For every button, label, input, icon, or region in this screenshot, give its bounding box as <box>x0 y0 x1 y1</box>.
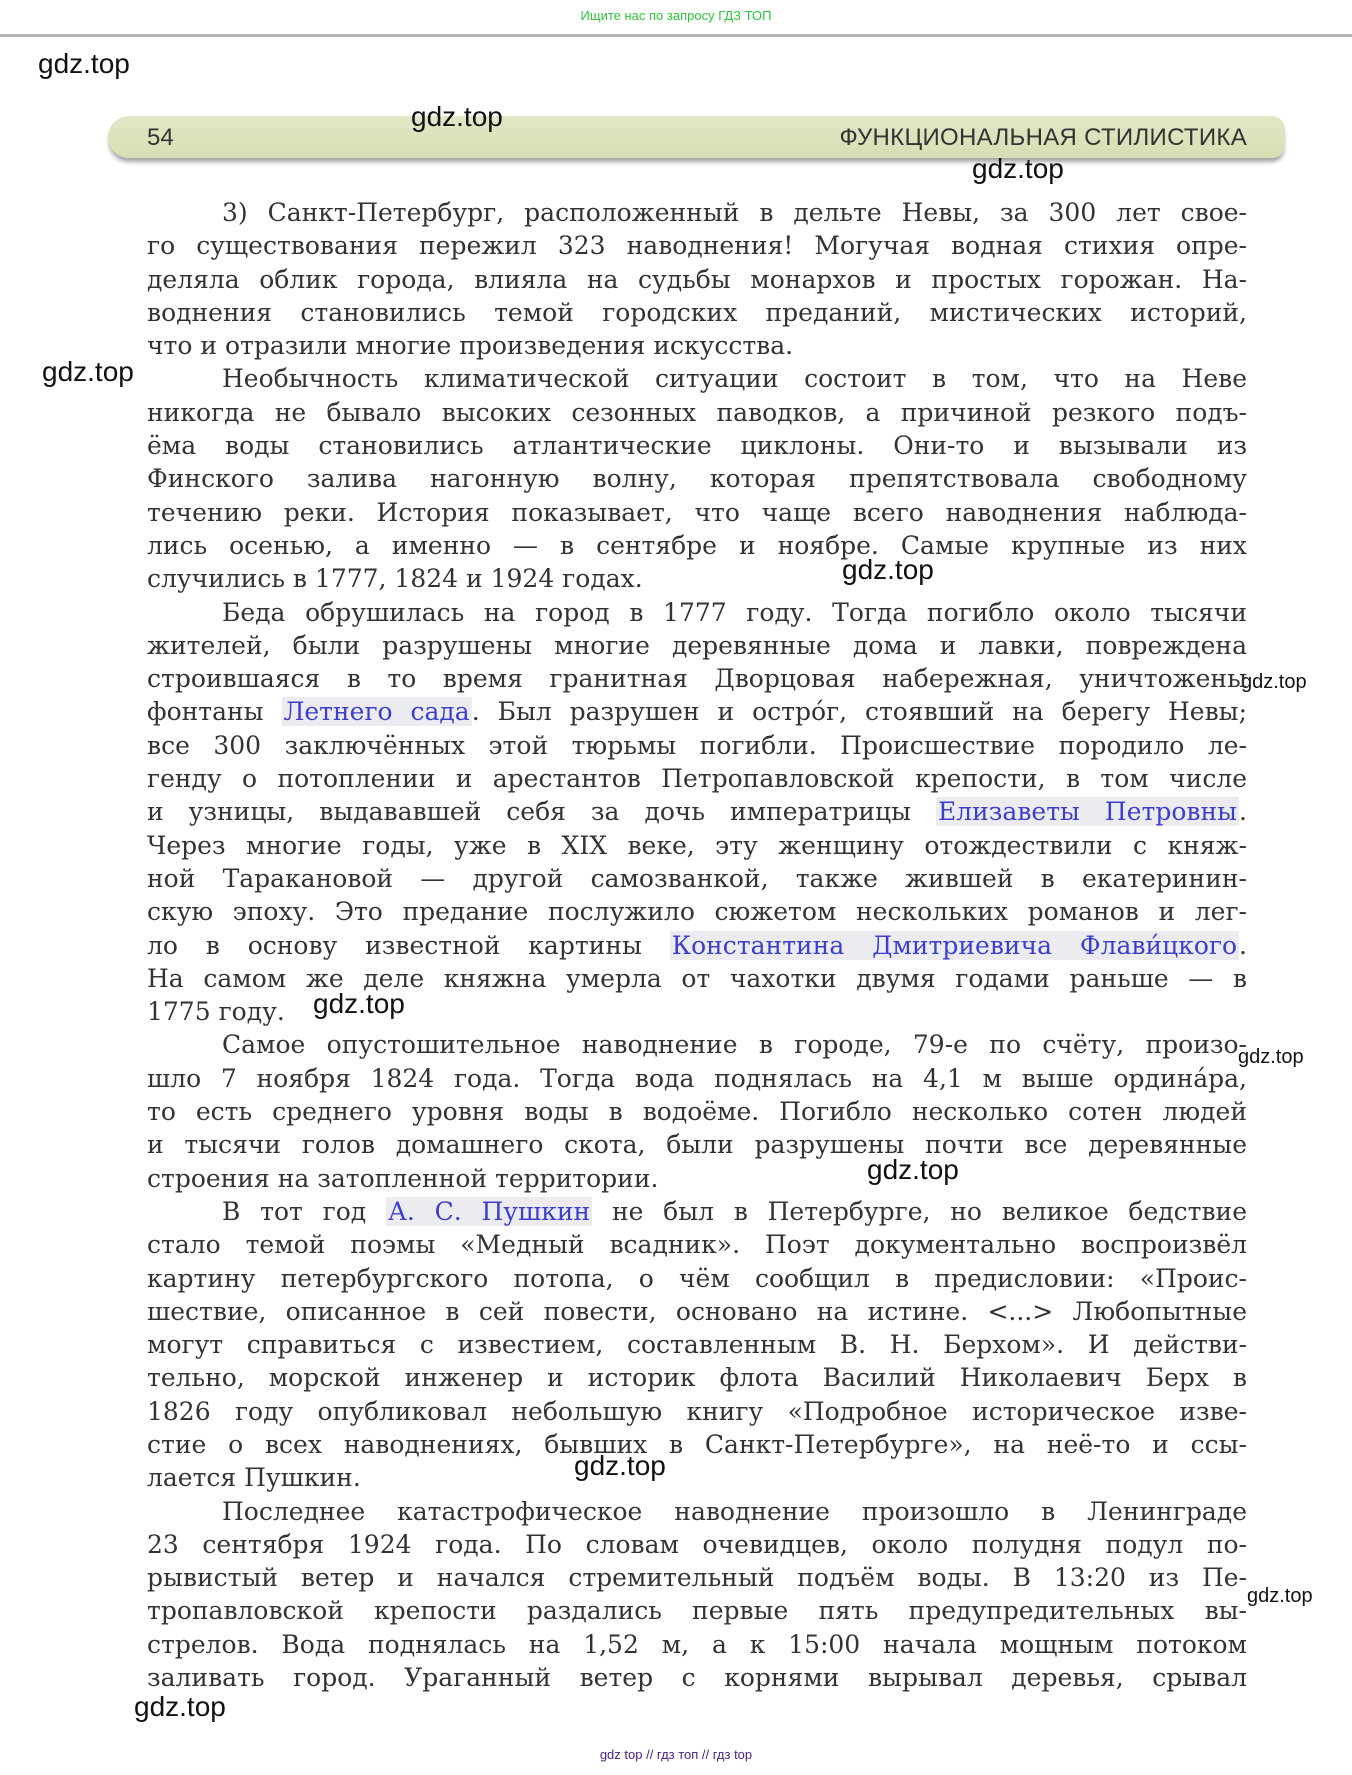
text-span: случились в 1777, 1824 и 1924 годах. <box>147 564 643 594</box>
text-span: В тот год <box>222 1196 386 1226</box>
text-span: могут справиться с известием, составленным В. Н. Берхом». И действи- <box>147 1330 1247 1360</box>
text-span: все 300 заключённых этой тюрьмы погибли. Происшествие породило ле- <box>147 730 1247 760</box>
text-line <box>147 729 1247 762</box>
page-header <box>108 116 1285 158</box>
text-span: Необычность климатической ситуации состоит в том, что на Неве <box>222 364 1247 394</box>
text-span: . Был разрушен и остро́г, стоявший на берегу Невы; <box>471 697 1247 727</box>
watermark: gdz.top <box>842 554 934 585</box>
text-span: Через многие годы, уже в XIX веке, эту женщину отождествили с княж- <box>147 830 1247 860</box>
watermark: gdz.top <box>411 101 503 132</box>
text-line <box>147 1661 1247 1694</box>
text-line <box>147 562 1247 595</box>
text-line <box>147 895 1247 928</box>
text-line <box>147 762 1247 795</box>
watermark: gdz.top <box>313 988 405 1019</box>
text-line <box>147 462 1247 495</box>
text-line <box>147 1162 1247 1195</box>
text-line <box>147 1495 1247 1528</box>
text-span: шествие, описанное в сей повести, основано на истине. <...> Любопытные <box>147 1296 1247 1326</box>
text-span: . <box>1239 797 1247 827</box>
wiki-link[interactable]: Летнего сада <box>283 697 470 727</box>
footer: gdz top // гдз топ // гдз top <box>599 1747 753 1762</box>
page-number: 54 <box>147 124 174 151</box>
text-line <box>147 1594 1247 1627</box>
text-span: рывистый ветер и начался стремительный подъём воды. В 13:20 из Пе- <box>147 1563 1247 1593</box>
text-line <box>147 1262 1247 1295</box>
text-span: не был в Петербурге, но великое бедствие <box>592 1196 1247 1226</box>
watermark: gdz.top <box>972 153 1064 184</box>
text-span: Последнее катастрофическое наводнение произошло в Ленинграде <box>222 1496 1247 1526</box>
text-span: стало темой поэмы «Медный всадник». Поэт документально воспроизвёл <box>147 1230 1247 1260</box>
text-span: стие о всех наводнениях, бывших в Санкт-Петербурге», на неё-то и ссы- <box>147 1429 1247 1459</box>
article-body <box>147 196 1247 1694</box>
text-line <box>147 296 1247 329</box>
text-line <box>147 795 1247 828</box>
watermark: gdz.top <box>1238 1046 1304 1068</box>
text-span: тельно, морской инженер и историк флота Василий Николаевич Берх в <box>147 1363 1247 1393</box>
text-span: строения на затопленной территории. <box>147 1163 659 1193</box>
paragraph <box>147 1495 1247 1695</box>
text-span: течению реки. История показывает, что чаще всего наводнения наблюда- <box>147 497 1247 527</box>
text-span: воднения становились темой городских преданий, мистических историй, <box>147 297 1247 327</box>
text-line <box>147 1461 1247 1494</box>
text-line <box>147 862 1247 895</box>
text-line <box>147 196 1247 229</box>
text-span: ной Таракановой — другой самозванкой, также жившей в екатеринин- <box>147 863 1247 893</box>
wiki-link[interactable]: А. С. Пушкин <box>387 1196 591 1226</box>
text-line <box>147 629 1247 662</box>
text-span: стрелов. Вода поднялась на 1,52 м, а к 15:00 начала мощным потоком <box>147 1629 1247 1659</box>
text-line <box>147 529 1247 562</box>
text-line <box>147 1062 1247 1095</box>
text-line <box>147 596 1247 629</box>
text-span: 1775 году. <box>147 997 285 1027</box>
text-line <box>147 1195 1247 1228</box>
text-span: картину петербургского потопа, о чём сообщил в предисловии: «Проис- <box>147 1263 1247 1293</box>
text-span: На самом же деле княжна умерла от чахотки двумя годами раньше — в <box>147 963 1247 993</box>
text-span: деляла облик города, влияла на судьбы монархов и простых горожан. На- <box>147 264 1247 294</box>
text-span: 3) Санкт-Петербург, расположенный в дельте Невы, за 300 лет свое- <box>222 198 1247 227</box>
text-line <box>147 695 1247 728</box>
text-span: Финского залива нагонную волну, которая препятствовала свободному <box>147 464 1247 494</box>
text-line <box>147 1128 1247 1161</box>
banner-text: Ищите нас по запросу ГДЗ ТОП <box>580 8 772 23</box>
text-span: го существования пережил 323 наводнения! Могучая водная стихия опре- <box>147 231 1247 261</box>
text-span: 1826 году опубликовал небольшую книгу «Подробное историческое изве- <box>147 1396 1247 1426</box>
text-span: фонтаны <box>147 697 282 727</box>
text-line <box>147 1395 1247 1428</box>
text-line <box>147 995 1247 1028</box>
paragraph <box>147 1195 1247 1495</box>
text-line <box>147 362 1247 395</box>
text-span: жителей, были разрушены многие деревянные дома и лавки, повреждена <box>147 630 1247 660</box>
text-line <box>147 1228 1247 1261</box>
text-span: Беда обрушилась на город в 1777 году. Тогда погибло около тысячи <box>222 597 1247 627</box>
text-line <box>147 1561 1247 1594</box>
text-span: . <box>1239 930 1247 960</box>
text-line <box>147 1328 1247 1361</box>
text-span: никогда не бывало высоких сезонных паводков, а причиной резкого подъ- <box>147 397 1247 427</box>
text-span: то есть среднего уровня воды в водоёме. Погибло несколько сотен людей <box>147 1097 1247 1127</box>
text-line <box>147 263 1247 296</box>
text-span: и тысячи голов домашнего скота, были разрушены почти все деревянные <box>147 1130 1247 1160</box>
text-span: лается Пушкин. <box>147 1463 361 1493</box>
text-line <box>147 929 1247 962</box>
top-banner <box>0 0 1352 37</box>
text-span: ло в основу известной картины <box>147 930 670 960</box>
watermark: gdz.top <box>42 356 134 387</box>
text-span: что и отразили многие произведения искусства. <box>147 331 794 361</box>
text-line <box>147 662 1247 695</box>
text-span: лись осенью, а именно — в сентябре и ноябре. Самые крупные из них <box>147 530 1247 560</box>
text-line <box>147 496 1247 529</box>
text-line <box>147 1428 1247 1461</box>
text-span: 23 сентября 1924 года. По словам очевидцев, около полудня подул по- <box>147 1529 1247 1559</box>
text-line <box>147 1028 1247 1061</box>
text-span: заливать город. Ураганный ветер с корнями вырывал деревья, срывал <box>147 1663 1247 1693</box>
text-span: строившаяся в то время гранитная Дворцовая набережная, уничтожены <box>147 664 1247 694</box>
wiki-link[interactable]: Константина Дмитриевича Флави́цкого <box>671 930 1238 960</box>
text-span: тропавловской крепости раздались первые пять предупредительных вы- <box>147 1596 1247 1626</box>
text-line <box>147 329 1247 362</box>
paragraph <box>147 596 1247 1029</box>
text-span: генду о потоплении и арестантов Петропавловской крепости, в том числе <box>147 764 1247 794</box>
text-line <box>147 962 1247 995</box>
watermark: gdz.top <box>38 48 130 79</box>
paragraph <box>147 196 1247 362</box>
text-line <box>147 429 1247 462</box>
text-span: ёма воды становились атлантические циклоны. Они-то и вызывали из <box>147 431 1247 461</box>
text-span: скую эпоху. Это предание послужило сюжетом нескольких романов и лег- <box>147 897 1247 927</box>
watermark: gdz.top <box>574 1450 666 1481</box>
text-span: шло 7 ноября 1824 года. Тогда вода поднялась на 4,1 м выше ордина́ра, <box>147 1063 1247 1093</box>
section-title: ФУНКЦИОНАЛЬНАЯ СТИЛИСТИКА <box>839 124 1247 151</box>
text-line <box>147 1095 1247 1128</box>
text-line <box>147 229 1247 262</box>
text-line <box>147 1361 1247 1394</box>
text-span: Самое опустошительное наводнение в городе, 79-е по счёту, произо- <box>222 1030 1247 1060</box>
paragraph <box>147 362 1247 595</box>
text-line <box>147 829 1247 862</box>
watermark: gdz.top <box>867 1154 959 1185</box>
watermark: gdz.top <box>134 1691 226 1722</box>
watermark: gdz.top <box>1247 1585 1313 1607</box>
paragraph <box>147 1028 1247 1194</box>
watermark: gdz.top <box>1241 671 1307 693</box>
text-line <box>147 1628 1247 1661</box>
text-line <box>147 396 1247 429</box>
text-line <box>147 1528 1247 1561</box>
text-span: и узницы, выдававшей себя за дочь императрицы <box>147 797 936 827</box>
text-line <box>147 1295 1247 1328</box>
wiki-link[interactable]: Елизаветы Петровны <box>937 797 1238 827</box>
